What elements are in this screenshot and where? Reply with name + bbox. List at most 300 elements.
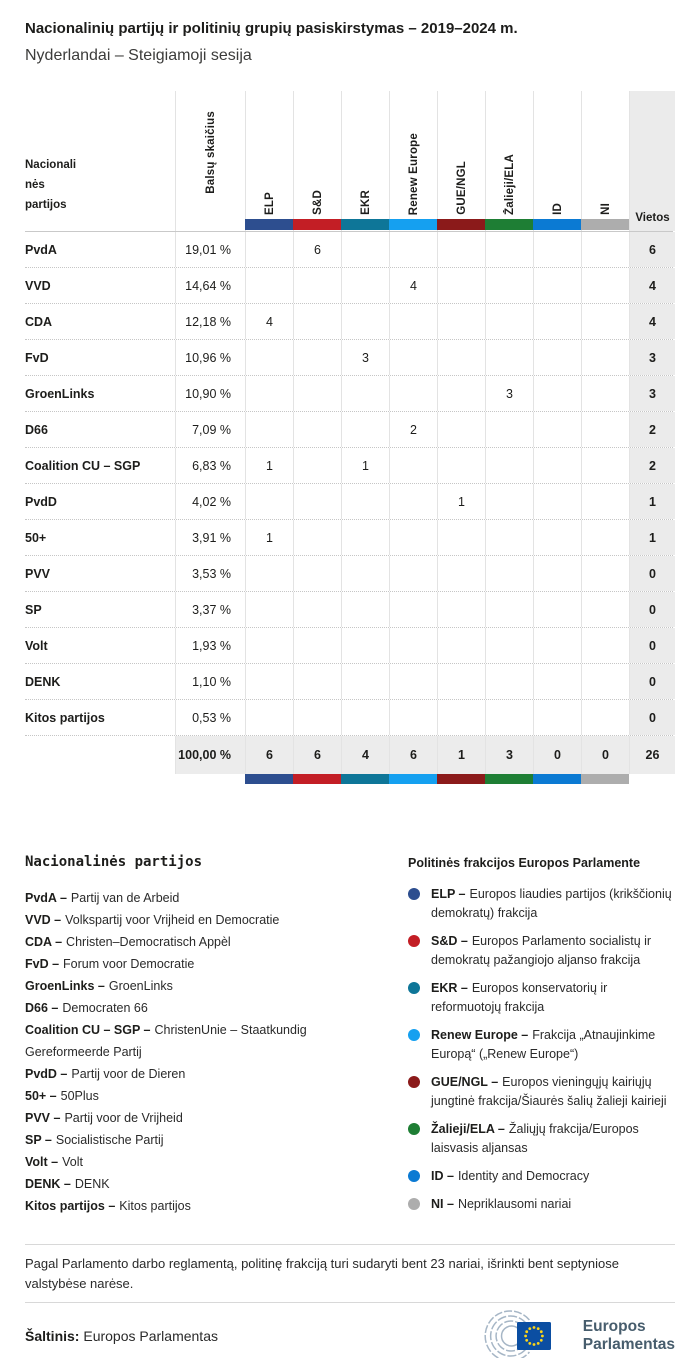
group-seats-cell bbox=[437, 412, 485, 447]
group-color-segment bbox=[437, 219, 485, 230]
group-color-segment bbox=[485, 774, 533, 784]
votes-cell: 6,83 % bbox=[175, 448, 245, 483]
group-color-dot-icon bbox=[408, 1076, 420, 1088]
group-legend-key: GUE/NGL – bbox=[431, 1075, 499, 1089]
table-totals-row bbox=[25, 736, 673, 774]
group-seats-cell: 1 bbox=[245, 520, 293, 555]
national-parties-column-header bbox=[25, 91, 175, 231]
group-seats-cell bbox=[581, 556, 629, 591]
group-seats-cell bbox=[293, 376, 341, 411]
group-legend-item bbox=[408, 932, 675, 970]
party-legend-name: 50Plus bbox=[60, 1089, 99, 1103]
group-seats-cell bbox=[437, 520, 485, 555]
group-legend-desc: Europos liaudies partijos (krikščionių demokratų) frakcija bbox=[431, 887, 672, 920]
group-seats-cell bbox=[245, 412, 293, 447]
party-name-cell: FvD bbox=[25, 350, 49, 365]
group-seats-cell bbox=[533, 268, 581, 303]
group-seats-cell: 6 bbox=[293, 232, 341, 267]
group-color-segment bbox=[581, 219, 629, 230]
group-seats-cell bbox=[245, 340, 293, 375]
totals-group-cell: 6 bbox=[245, 736, 293, 774]
group-seats-cell bbox=[533, 520, 581, 555]
group-legend-desc: Nepriklausomi nariai bbox=[457, 1197, 572, 1211]
party-name-cell: PvdD bbox=[25, 494, 57, 509]
group-seats-cell bbox=[533, 484, 581, 519]
party-legend-name: DENK bbox=[74, 1177, 110, 1191]
totals-group-cell: 4 bbox=[341, 736, 389, 774]
group-seats-cell bbox=[341, 412, 389, 447]
group-legend-text bbox=[431, 1026, 675, 1064]
seats-cell: 0 bbox=[629, 556, 675, 591]
party-legend-key: Kitos partijos – bbox=[25, 1199, 116, 1213]
group-seats-cell bbox=[245, 376, 293, 411]
table-row bbox=[25, 700, 673, 736]
group-legend-text bbox=[431, 1120, 675, 1158]
group-seats-cell bbox=[533, 304, 581, 339]
group-column-header bbox=[437, 91, 485, 231]
group-seats-cell bbox=[341, 520, 389, 555]
totals-group-cell: 6 bbox=[389, 736, 437, 774]
group-seats-cell bbox=[485, 628, 533, 663]
group-color-segment bbox=[389, 774, 437, 784]
table-body bbox=[25, 232, 673, 736]
table-row bbox=[25, 484, 673, 520]
group-seats-cell bbox=[581, 664, 629, 699]
group-seats-cell bbox=[341, 484, 389, 519]
group-header-label: EKR bbox=[359, 190, 372, 215]
group-seats-cell bbox=[245, 664, 293, 699]
group-seats-cell bbox=[389, 448, 437, 483]
party-legend-key: FvD – bbox=[25, 957, 60, 971]
group-seats-cell bbox=[245, 628, 293, 663]
group-seats-cell bbox=[389, 340, 437, 375]
seats-cell: 6 bbox=[629, 232, 675, 267]
seats-cell: 1 bbox=[629, 520, 675, 555]
page-subtitle: Nyderlandai – Steigiamoji sesija bbox=[25, 47, 252, 64]
group-seats-cell bbox=[293, 268, 341, 303]
totals-votes-cell: 100,00 % bbox=[175, 736, 245, 774]
group-seats-cell bbox=[341, 232, 389, 267]
header-line: partijos bbox=[25, 199, 67, 211]
group-legend-item bbox=[408, 1195, 675, 1214]
party-legend-item bbox=[25, 953, 384, 975]
seats-column-header bbox=[629, 91, 675, 231]
seats-table bbox=[25, 91, 673, 784]
group-legend-key: EKR – bbox=[431, 981, 468, 995]
group-seats-cell bbox=[581, 232, 629, 267]
group-column-header bbox=[533, 91, 581, 231]
votes-cell: 0,53 % bbox=[175, 700, 245, 735]
group-header-label: S&D bbox=[311, 190, 324, 215]
group-seats-cell: 3 bbox=[485, 376, 533, 411]
group-seats-cell bbox=[245, 484, 293, 519]
group-seats-cell bbox=[437, 592, 485, 627]
seats-cell: 0 bbox=[629, 664, 675, 699]
group-seats-cell: 1 bbox=[245, 448, 293, 483]
political-groups-legend-heading: Politinės frakcijos Europos Parlamente bbox=[408, 856, 641, 870]
group-seats-cell bbox=[581, 484, 629, 519]
group-color-segment bbox=[341, 774, 389, 784]
group-color-dot-icon bbox=[408, 935, 420, 947]
group-legend-desc: Europos vieningųjų kairiųjų jungtinė frakcija/Šiaurės šalių žalieji kairieji bbox=[431, 1075, 667, 1108]
group-seats-cell bbox=[293, 664, 341, 699]
party-legend-item bbox=[25, 975, 384, 997]
group-color-segment bbox=[245, 774, 293, 784]
group-color-dot-icon bbox=[408, 1123, 420, 1135]
group-seats-cell bbox=[245, 232, 293, 267]
group-seats-cell: 3 bbox=[341, 340, 389, 375]
totals-group-cell: 0 bbox=[581, 736, 629, 774]
party-legend-item bbox=[25, 887, 384, 909]
seats-cell: 2 bbox=[629, 412, 675, 447]
votes-cell: 4,02 % bbox=[175, 484, 245, 519]
group-header-label: Renew Europe bbox=[407, 132, 420, 215]
source-row bbox=[25, 1309, 675, 1358]
seats-cell: 0 bbox=[629, 700, 675, 735]
group-legend-key: S&D – bbox=[431, 934, 468, 948]
group-seats-cell bbox=[533, 376, 581, 411]
group-seats-cell bbox=[485, 484, 533, 519]
votes-cell: 14,64 % bbox=[175, 268, 245, 303]
table-row bbox=[25, 412, 673, 448]
group-seats-cell bbox=[581, 304, 629, 339]
group-seats-cell bbox=[485, 592, 533, 627]
group-legend-text bbox=[431, 885, 675, 923]
party-legend-item bbox=[25, 1085, 384, 1107]
group-seats-cell bbox=[581, 412, 629, 447]
group-seats-cell bbox=[485, 700, 533, 735]
seats-cell: 4 bbox=[629, 268, 675, 303]
party-name-cell: Coalition CU – SGP bbox=[25, 458, 141, 473]
party-name-cell: PvdA bbox=[25, 242, 57, 257]
national-parties-legend-list bbox=[25, 887, 384, 1217]
group-seats-cell bbox=[485, 520, 533, 555]
group-seats-cell bbox=[293, 484, 341, 519]
group-seats-cell bbox=[341, 304, 389, 339]
party-name-cell: DENK bbox=[25, 674, 61, 689]
group-seats-cell bbox=[437, 232, 485, 267]
party-legend-item bbox=[25, 1173, 384, 1195]
votes-cell: 1,10 % bbox=[175, 664, 245, 699]
group-seats-cell bbox=[581, 268, 629, 303]
party-legend-name: Partij van de Arbeid bbox=[70, 891, 180, 905]
party-legend-name: Christen–Democratisch Appèl bbox=[66, 935, 231, 949]
group-seats-cell bbox=[293, 520, 341, 555]
party-legend-key: Coalition CU – SGP – bbox=[25, 1023, 151, 1037]
party-legend-item bbox=[25, 1019, 384, 1063]
party-legend-item bbox=[25, 909, 384, 931]
group-seats-cell bbox=[341, 628, 389, 663]
group-legend-key: ID – bbox=[431, 1169, 454, 1183]
group-column-header bbox=[341, 91, 389, 231]
group-seats-cell bbox=[389, 592, 437, 627]
ep-hemicycle-icon bbox=[479, 1309, 575, 1358]
party-legend-name: ChristenUnie – Staatkundig Gereformeerde Partij bbox=[25, 1023, 307, 1059]
political-groups-legend-list bbox=[408, 885, 675, 1214]
footer bbox=[25, 1244, 675, 1358]
group-legend-desc: Identity and Democracy bbox=[457, 1169, 590, 1183]
group-legend-desc: Europos Parlamento socialistų ir demokratų pažangiojo aljanso frakcija bbox=[431, 934, 652, 967]
group-column-header bbox=[245, 91, 293, 231]
table-row bbox=[25, 340, 673, 376]
votes-cell: 10,96 % bbox=[175, 340, 245, 375]
group-seats-cell bbox=[389, 700, 437, 735]
group-seats-cell bbox=[293, 556, 341, 591]
group-seats-cell bbox=[485, 340, 533, 375]
totals-group-cell: 6 bbox=[293, 736, 341, 774]
party-legend-item bbox=[25, 1195, 384, 1217]
group-seats-cell bbox=[533, 232, 581, 267]
group-legend-key: ELP – bbox=[431, 887, 466, 901]
group-column-header bbox=[581, 91, 629, 231]
group-legend-item bbox=[408, 885, 675, 923]
party-name-cell: Volt bbox=[25, 638, 48, 653]
party-legend-name: Kitos partijos bbox=[119, 1199, 191, 1213]
totals-group-cell: 1 bbox=[437, 736, 485, 774]
party-legend-key: SP – bbox=[25, 1133, 52, 1147]
group-seats-cell bbox=[293, 412, 341, 447]
votes-cell: 1,93 % bbox=[175, 628, 245, 663]
party-legend-item bbox=[25, 1063, 384, 1085]
group-column-header bbox=[485, 91, 533, 231]
group-seats-cell bbox=[437, 700, 485, 735]
group-legend-text bbox=[431, 1073, 675, 1111]
group-seats-cell bbox=[485, 304, 533, 339]
group-legend-key: Žalieji/ELA – bbox=[431, 1122, 505, 1136]
group-seats-cell bbox=[293, 592, 341, 627]
group-color-segment bbox=[581, 774, 629, 784]
group-seats-cell bbox=[485, 232, 533, 267]
group-legend-text bbox=[431, 1195, 571, 1214]
group-color-dot-icon bbox=[408, 1198, 420, 1210]
group-seats-cell bbox=[581, 448, 629, 483]
group-seats-cell bbox=[533, 340, 581, 375]
national-parties-legend bbox=[25, 854, 408, 1223]
ep-logo-text bbox=[583, 1318, 675, 1354]
group-column-header bbox=[293, 91, 341, 231]
group-seats-cell: 1 bbox=[341, 448, 389, 483]
group-seats-cell bbox=[485, 412, 533, 447]
political-groups-legend bbox=[408, 854, 675, 1223]
group-seats-cell bbox=[485, 556, 533, 591]
group-color-segment bbox=[485, 219, 533, 230]
seats-cell: 2 bbox=[629, 448, 675, 483]
table-row bbox=[25, 376, 673, 412]
party-name-cell: Kitos partijos bbox=[25, 710, 105, 725]
group-header-label: NI bbox=[599, 203, 612, 215]
party-name-cell: VVD bbox=[25, 278, 51, 293]
votes-column-header bbox=[175, 91, 245, 231]
group-legend-key: NI – bbox=[431, 1197, 454, 1211]
group-seats-cell bbox=[293, 700, 341, 735]
group-seats-cell bbox=[485, 268, 533, 303]
totals-group-cell: 3 bbox=[485, 736, 533, 774]
source-text bbox=[25, 1328, 218, 1344]
source-value: Europos Parlamentas bbox=[83, 1328, 218, 1345]
european-parliament-logo bbox=[479, 1309, 675, 1358]
group-seats-cell bbox=[485, 664, 533, 699]
group-seats-cell bbox=[293, 340, 341, 375]
table-row bbox=[25, 520, 673, 556]
party-legend-name: Partij voor de Vrijheid bbox=[64, 1111, 183, 1125]
group-seats-cell bbox=[341, 556, 389, 591]
group-legend-text bbox=[431, 979, 675, 1017]
party-name-cell: PVV bbox=[25, 566, 51, 581]
title-block bbox=[0, 0, 700, 65]
group-color-dot-icon bbox=[408, 1029, 420, 1041]
group-legend-text bbox=[431, 932, 675, 970]
votes-cell: 19,01 % bbox=[175, 232, 245, 267]
group-seats-cell bbox=[533, 700, 581, 735]
party-name-cell: CDA bbox=[25, 314, 53, 329]
group-seats-cell bbox=[533, 592, 581, 627]
party-legend-name: Volt bbox=[62, 1155, 83, 1169]
totals-color-bar bbox=[245, 774, 629, 784]
group-seats-cell bbox=[581, 340, 629, 375]
group-seats-cell bbox=[245, 268, 293, 303]
header-line: nės bbox=[25, 179, 45, 191]
group-seats-cell bbox=[245, 700, 293, 735]
votes-cell: 3,37 % bbox=[175, 592, 245, 627]
national-parties-legend-heading: Nacionalinės partijos bbox=[25, 854, 203, 870]
group-seats-cell bbox=[437, 304, 485, 339]
party-legend-item bbox=[25, 997, 384, 1019]
group-seats-cell bbox=[581, 592, 629, 627]
party-legend-key: GroenLinks – bbox=[25, 979, 105, 993]
group-seats-cell bbox=[533, 628, 581, 663]
group-seats-cell bbox=[437, 268, 485, 303]
votes-cell: 3,53 % bbox=[175, 556, 245, 591]
header-line: Nacionali bbox=[25, 159, 77, 171]
group-seats-cell bbox=[389, 484, 437, 519]
table-row bbox=[25, 268, 673, 304]
seats-cell: 4 bbox=[629, 304, 675, 339]
table-row bbox=[25, 232, 673, 268]
party-name-cell: SP bbox=[25, 602, 42, 617]
group-seats-cell bbox=[389, 556, 437, 591]
group-color-segment bbox=[437, 774, 485, 784]
group-seats-cell bbox=[245, 592, 293, 627]
party-name-cell: 50+ bbox=[25, 530, 47, 545]
group-seats-cell bbox=[293, 448, 341, 483]
group-legend-desc: Europos konservatorių ir reformuotojų frakcija bbox=[431, 981, 608, 1014]
group-header-label: ELP bbox=[263, 192, 276, 215]
totals-seats-cell: 26 bbox=[629, 736, 675, 774]
party-legend-key: CDA – bbox=[25, 935, 63, 949]
group-legend-text bbox=[431, 1167, 589, 1186]
votes-cell: 10,90 % bbox=[175, 376, 245, 411]
party-legend-key: PVV – bbox=[25, 1111, 61, 1125]
group-seats-cell bbox=[293, 628, 341, 663]
table-row bbox=[25, 448, 673, 484]
group-seats-cell bbox=[581, 520, 629, 555]
seats-cell: 0 bbox=[629, 628, 675, 663]
divider-bottom bbox=[25, 1302, 675, 1303]
group-seats-cell bbox=[389, 232, 437, 267]
votes-header-label: Balsų skaičius bbox=[204, 110, 217, 194]
group-seats-cell bbox=[341, 592, 389, 627]
group-seats-cell bbox=[341, 376, 389, 411]
table-row bbox=[25, 304, 673, 340]
party-legend-item bbox=[25, 1151, 384, 1173]
group-seats-cell: 4 bbox=[389, 268, 437, 303]
group-seats-cell bbox=[437, 556, 485, 591]
group-legend-item bbox=[408, 1026, 675, 1064]
group-seats-cell bbox=[389, 628, 437, 663]
party-legend-name: Socialistische Partij bbox=[55, 1133, 164, 1147]
group-header-label: ID bbox=[551, 203, 564, 215]
group-seats-cell: 4 bbox=[245, 304, 293, 339]
group-seats-cell bbox=[437, 664, 485, 699]
party-legend-item bbox=[25, 931, 384, 953]
group-seats-cell bbox=[389, 520, 437, 555]
party-legend-key: PvdD – bbox=[25, 1067, 68, 1081]
group-header-label: Žalieji/ELA bbox=[503, 154, 516, 215]
group-color-segment bbox=[293, 219, 341, 230]
votes-cell: 7,09 % bbox=[175, 412, 245, 447]
group-seats-cell bbox=[389, 304, 437, 339]
group-seats-cell bbox=[437, 376, 485, 411]
group-color-segment bbox=[533, 774, 581, 784]
group-header-label: GUE/NGL bbox=[455, 161, 468, 215]
ep-logo-line2: Parlamentas bbox=[582, 1336, 675, 1354]
group-legend-desc: Žaliųjų frakcija/Europos laisvasis aljansas bbox=[431, 1122, 639, 1155]
party-legend-key: PvdA – bbox=[25, 891, 67, 905]
party-legend-key: Volt – bbox=[25, 1155, 59, 1169]
group-color-dot-icon bbox=[408, 982, 420, 994]
group-seats-cell bbox=[341, 664, 389, 699]
group-seats-cell bbox=[437, 628, 485, 663]
group-seats-cell bbox=[293, 304, 341, 339]
party-legend-key: D66 – bbox=[25, 1001, 59, 1015]
group-seats-cell bbox=[437, 448, 485, 483]
footnote-text: Pagal Parlamento darbo reglamentą, politinę frakciją turi sudaryti bent 23 nariai, išrinkti bent septyniose valstybėse narėse. bbox=[25, 1256, 619, 1292]
party-legend-name: Volkspartij voor Vrijheid en Democratie bbox=[65, 913, 280, 927]
group-seats-cell: 2 bbox=[389, 412, 437, 447]
totals-blank-cell bbox=[25, 736, 175, 774]
group-seats-cell bbox=[389, 664, 437, 699]
group-column-header bbox=[389, 91, 437, 231]
group-color-segment bbox=[245, 219, 293, 230]
group-seats-cell bbox=[245, 556, 293, 591]
group-legend-desc: Frakcija „Atnaujinkime Europą“ („Renew Europe“) bbox=[431, 1028, 656, 1061]
group-legend-key: Renew Europe – bbox=[431, 1028, 529, 1042]
party-legend-name: Partij voor de Dieren bbox=[71, 1067, 186, 1081]
group-seats-cell bbox=[437, 340, 485, 375]
source-label: Šaltinis: bbox=[25, 1328, 80, 1345]
group-color-segment bbox=[389, 219, 437, 230]
group-seats-cell bbox=[533, 412, 581, 447]
group-color-segment bbox=[341, 219, 389, 230]
party-legend-name: Forum voor Democratie bbox=[63, 957, 195, 971]
table-row bbox=[25, 664, 673, 700]
table-row bbox=[25, 592, 673, 628]
group-color-dot-icon bbox=[408, 1170, 420, 1182]
group-seats-cell bbox=[533, 556, 581, 591]
party-legend-key: 50+ – bbox=[25, 1089, 57, 1103]
group-seats-cell bbox=[581, 628, 629, 663]
group-color-dot-icon bbox=[408, 888, 420, 900]
seats-header-label: Vietos bbox=[635, 212, 670, 224]
page-title: Nacionalinių partijų ir politinių grupių pasiskirstymas – 2019–2024 m. bbox=[25, 20, 518, 37]
votes-cell: 12,18 % bbox=[175, 304, 245, 339]
party-name-cell: D66 bbox=[25, 422, 48, 437]
totals-group-cell: 0 bbox=[533, 736, 581, 774]
party-legend-key: DENK – bbox=[25, 1177, 71, 1191]
group-seats-cell bbox=[389, 376, 437, 411]
group-seats-cell bbox=[581, 700, 629, 735]
group-color-segment bbox=[293, 774, 341, 784]
